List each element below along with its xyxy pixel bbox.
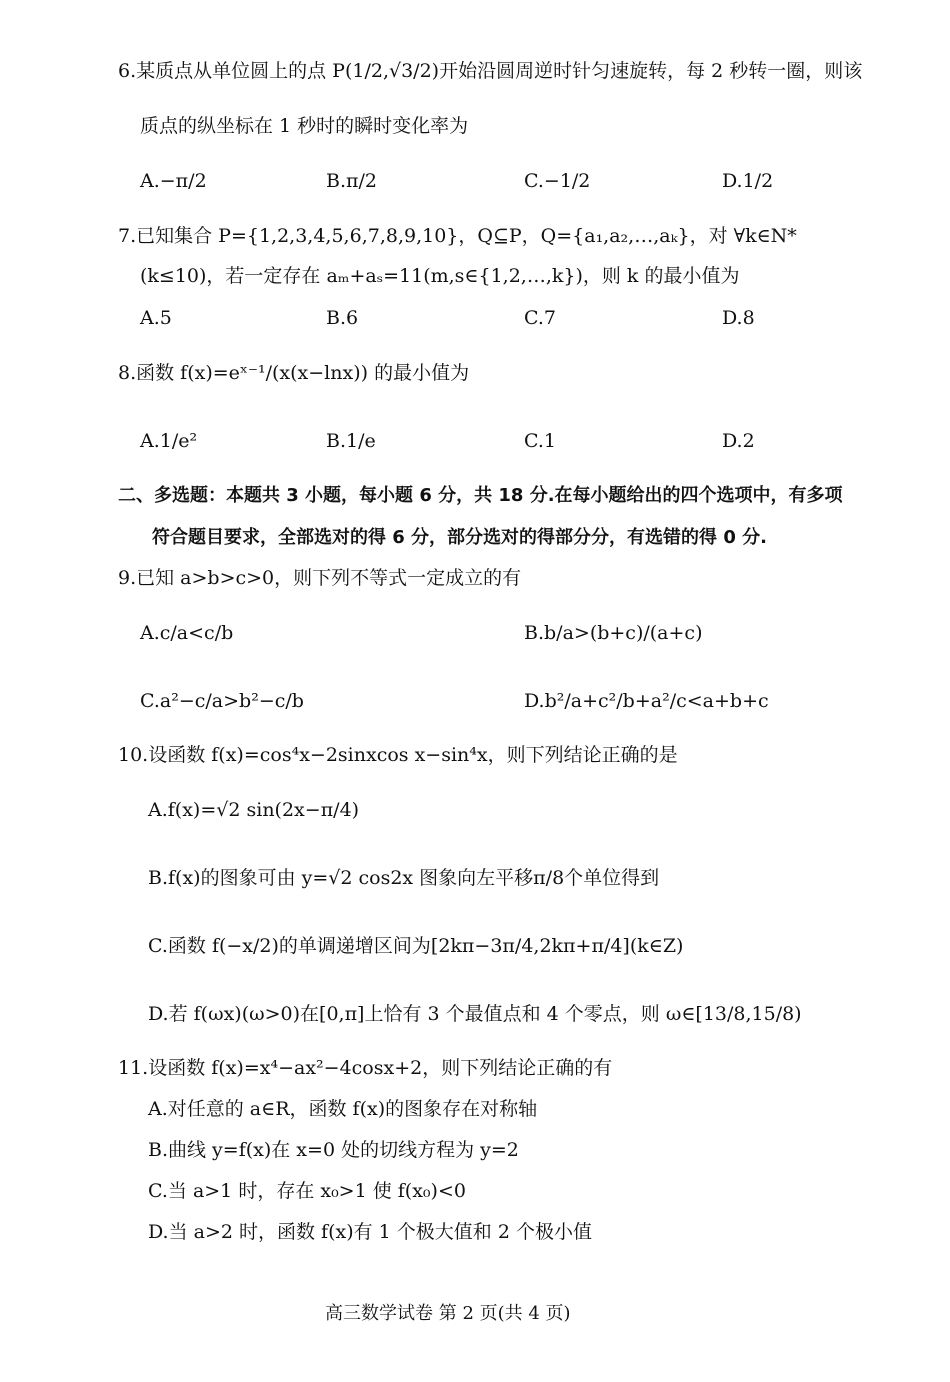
q6-stem-line1: 6.某质点从单位圆上的点 P(1/2,√3/2)开始沿圆周逆时针匀速旋转，每 2 秒转一圈，则该 <box>118 60 863 82</box>
q11-stem: 11.设函数 f(x)=x⁴−ax²−4cosx+2，则下列结论正确的有 <box>118 1057 613 1079</box>
q6-option-c: C.−1/2 <box>524 170 591 192</box>
q7-stem-line2: (k≤10)，若一定存在 aₘ+aₛ=11(m,s∈{1,2,…,k})，则 k 的最小值为 <box>140 265 740 287</box>
q11-option-a: A.对任意的 a∈R，函数 f(x)的图象存在对称轴 <box>148 1098 538 1120</box>
q6-option-d: D.1/2 <box>722 170 774 192</box>
q9-option-c: C.a²−c/a>b²−c/b <box>140 690 304 712</box>
q11-option-b: B.曲线 y=f(x)在 x=0 处的切线方程为 y=2 <box>148 1139 519 1161</box>
q7-option-a: A.5 <box>140 307 172 329</box>
q11-option-d: D.当 a>2 时，函数 f(x)有 1 个极大值和 2 个极小值 <box>148 1221 592 1243</box>
q7-option-d: D.8 <box>722 307 755 329</box>
q8-option-d: D.2 <box>722 430 755 452</box>
q10-option-c: C.函数 f(−x/2)的单调递增区间为[2kπ−3π/4,2kπ+π/4](k∈Z) <box>148 935 684 957</box>
q7-option-c: C.7 <box>524 307 556 329</box>
q8-option-a: A.1/e² <box>140 430 198 452</box>
q9-stem: 9.已知 a>b>c>0，则下列不等式一定成立的有 <box>118 567 522 589</box>
q8-option-b: B.1/e <box>326 430 376 452</box>
q10-option-d: D.若 f(ωx)(ω>0)在[0,π]上恰有 3 个最值点和 4 个零点，则 ω∈[13/8,15/8) <box>148 1003 802 1025</box>
q6-stem-line2: 质点的纵坐标在 1 秒时的瞬时变化率为 <box>140 115 469 137</box>
q9-option-d: D.b²/a+c²/b+a²/c<a+b+c <box>524 690 769 712</box>
q10-stem: 10.设函数 f(x)=cos⁴x−2sinxcos x−sin⁴x，则下列结论正确的是 <box>118 744 678 766</box>
q8-stem: 8.函数 f(x)=eˣ⁻¹/(x(x−lnx)) 的最小值为 <box>118 362 470 384</box>
q6-option-a: A.−π/2 <box>140 170 207 192</box>
q9-option-b: B.b/a>(b+c)/(a+c) <box>524 622 703 644</box>
q7-stem-line1: 7.已知集合 P={1,2,3,4,5,6,7,8,9,10}，Q⊆P，Q={a₁,a₂,…,aₖ}，对 ∀k∈N* <box>118 225 797 247</box>
q7-option-b: B.6 <box>326 307 359 329</box>
q10-option-b: B.f(x)的图象可由 y=√2 cos2x 图象向左平移π/8个单位得到 <box>148 867 660 889</box>
page-footer: 高三数学试卷 第 2 页(共 4 页) <box>325 1303 571 1324</box>
q11-option-c: C.当 a>1 时，存在 x₀>1 使 f(x₀)<0 <box>148 1180 466 1202</box>
q8-option-c: C.1 <box>524 430 556 452</box>
q6-option-b: B.π/2 <box>326 170 377 192</box>
section2-line1: 二、多选题：本题共 3 小题，每小题 6 分，共 18 分.在每小题给出的四个选项中，有多项 <box>118 485 843 506</box>
q10-option-a: A.f(x)=√2 sin(2x−π/4) <box>148 799 360 821</box>
section2-line2: 符合题目要求，全部选对的得 6 分，部分选对的得部分分，有选错的得 0 分. <box>152 527 767 548</box>
q9-option-a: A.c/a<c/b <box>140 622 234 644</box>
